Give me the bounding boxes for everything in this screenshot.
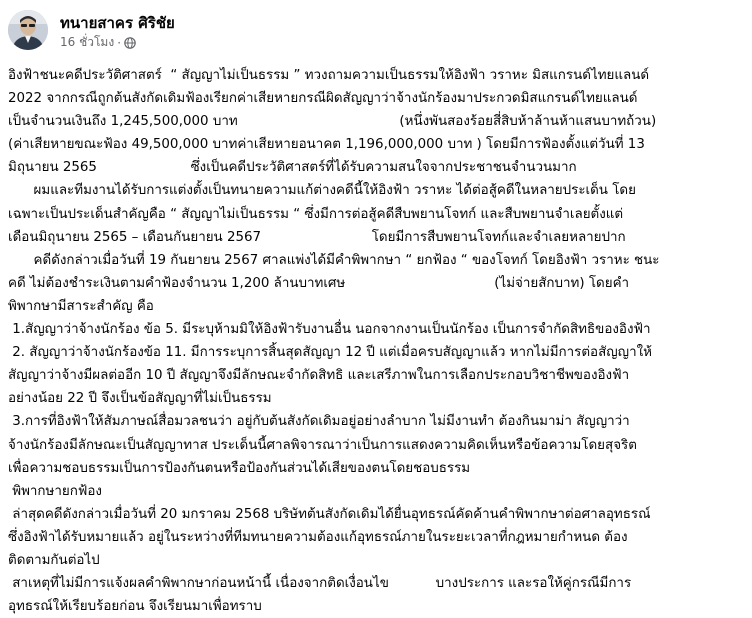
globe-icon xyxy=(124,37,136,49)
post-header xyxy=(8,6,744,56)
post-body-line: 2022 จากกรณีถูกต้นสังกัดเดิมฟ้องเรียกค่าเสียหายกรณีผิดสัญญาว่าจ้างนักร้องมาประกวดมิสแกรนด์ไทยแลนด์ xyxy=(8,91,638,107)
post-body-line: คดีดังกล่าวเมื่อวันที่ 19 กันยายน 2567 ศาลแพ่งได้มีคำพิพากษา “ ยกฟ้อง “ ของโจทก์ โดยอิงฟ้า วราหะ ชนะ xyxy=(8,252,660,268)
post-body-line: ซึ่งอิงฟ้าได้รับหมายแล้ว อยู่ในระหว่างที่ทีมทนายความต้องแก้อุทธรณ์ภายในระยะเวลาที่กฎหมายกำหนด ต้อง xyxy=(8,529,628,545)
meta-separator: · xyxy=(117,35,122,50)
post-body-line: คดี ไม่ต้องชำระเงินตามคำฟ้องจำนวน 1,200 ล้านบาทเศษ (ไม่จ่ายสักบาท) โดยคำ xyxy=(8,275,630,291)
post-body-line: อย่างน้อย 22 ปี จึงเป็นข้อสัญญาที่ไม่เป็นธรรม xyxy=(8,391,272,407)
post-body-line: เป็นจำนวนเงินถึง 1,245,500,000 บาท (หนึ่งพันสองร้อยสี่สิบห้าล้านห้าแสนบาทถ้วน) xyxy=(8,114,657,130)
post-body-line: ผมและทีมงานได้รับการแต่งตั้งเป็นทนายความแก้ต่างคดีนี้ให้อิงฟ้า วราหะ ได้ต่อสู้คดีในหลายประเด็น โดย xyxy=(8,183,636,199)
post-body-line: สัญญาว่าจ้างมีผลต่ออีก 10 ปี สัญญาจึงมีลักษณะจำกัดสิทธิ และเสรีภาพในการเลือกประกอบวิชาชีพของอิงฟ้า xyxy=(8,368,630,384)
post-body-line: ล่าสุดคดีดังกล่าวเมื่อวันที่ 20 มกราคม 2568 บริษัทต้นสังกัดเดิมได้ยื่นอุทธรณ์คัดค้านคำพิพากษาต่อศาลอุทธรณ์ xyxy=(8,506,651,522)
post-body-line: จ้างนักร้องมีลักษณะเป็นสัญญาทาส ประเด็นนี้ศาลพิจารณาว่าเป็นการแสดงความคิดเห็นหรือข้อความโดยสุจริต xyxy=(8,437,637,453)
profile-photo xyxy=(8,10,48,50)
post-timestamp[interactable]: 16 ชั่วโมง xyxy=(60,35,115,49)
post-body-line: เดือนมิถุนายน 2565 – เดือนกันยายน 2567 โดยมีการสืบพยานโจทก์และจำเลยหลายปาก xyxy=(8,229,626,245)
post-body-line: พิพากษามีสาระสำคัญ คือ xyxy=(8,298,154,314)
post-body xyxy=(8,64,748,618)
post-body-line: 3.การที่อิงฟ้าให้สัมภาษณ์สื่อมวลชนว่า อยู่กับต้นสังกัดเดิมอยู่อย่างลำบาก ไม่มีงานทำ ต้องกินมาม่า สัญญาว่า xyxy=(8,414,630,430)
post-body-line: มิถุนายน 2565 ซึ่งเป็นคดีประวัติศาสตร์ที่ได้รับความสนใจจากประชาชนจำนวนมาก xyxy=(8,160,577,176)
post-body-line: (ค่าเสียหายขณะฟ้อง 49,500,000 บาทค่าเสียหายอนาคต 1,196,000,000 บาท ) โดยมีการฟ้องตั้งแต่วันที่ 13 xyxy=(8,137,645,153)
post-body-line: พิพากษายกฟ้อง xyxy=(8,483,102,499)
post-meta xyxy=(60,33,136,52)
post-body-line: เพื่อความชอบธรรมเป็นการป้องกันตนหรือป้องกันส่วนได้เสียของตนโดยชอบธรรม xyxy=(8,460,471,476)
avatar[interactable] xyxy=(8,10,48,50)
post-author[interactable]: ทนายสาคร ศิริชัย xyxy=(60,14,175,32)
post-body-line: 2. สัญญาว่าจ้างนักร้องข้อ 11. มีการระบุการสิ้นสุดสัญญา 12 ปี แต่เมื่อครบสัญญาแล้ว หากไม่มีการต่อสัญญาให้ xyxy=(8,345,652,361)
post-body-line: สาเหตุที่ไม่มีการแจ้งผลคำพิพากษาก่อนหน้านี้ เนื่องจากติดเงื่อนไข บางประการ และรอให้คู่กรณีมีการ xyxy=(8,576,632,592)
post-body-line: ติดตามกันต่อไป xyxy=(8,552,100,568)
post-body-line: อิงฟ้าชนะคดีประวัติศาสตร์ “ สัญญาไม่เป็นธรรม ” ทวงถามความเป็นธรรมให้อิงฟ้า วราหะ มิสแกรนด์ไทยแลนด์ xyxy=(8,68,650,83)
post-body-line: อุทธรณ์ให้เรียบร้อยก่อน จึงเรียนมาเพื่อทราบ xyxy=(8,599,262,615)
post-body-line: 1.สัญญาว่าจ้างนักร้อง ข้อ 5. มีระบุห้ามมิให้อิงฟ้ารับงานอื่น นอกจากงานเป็นนักร้อง เป็นการจำกัดสิทธิของอิงฟ้า xyxy=(8,322,651,338)
post-body-line: เฉพาะเป็นประเด็นสำคัญคือ “ สัญญาไม่เป็นธรรม “ ซึ่งมีการต่อสู้คดีสืบพยานโจทก์ และสืบพยานจำเลยตั้งแต่ xyxy=(8,206,624,222)
